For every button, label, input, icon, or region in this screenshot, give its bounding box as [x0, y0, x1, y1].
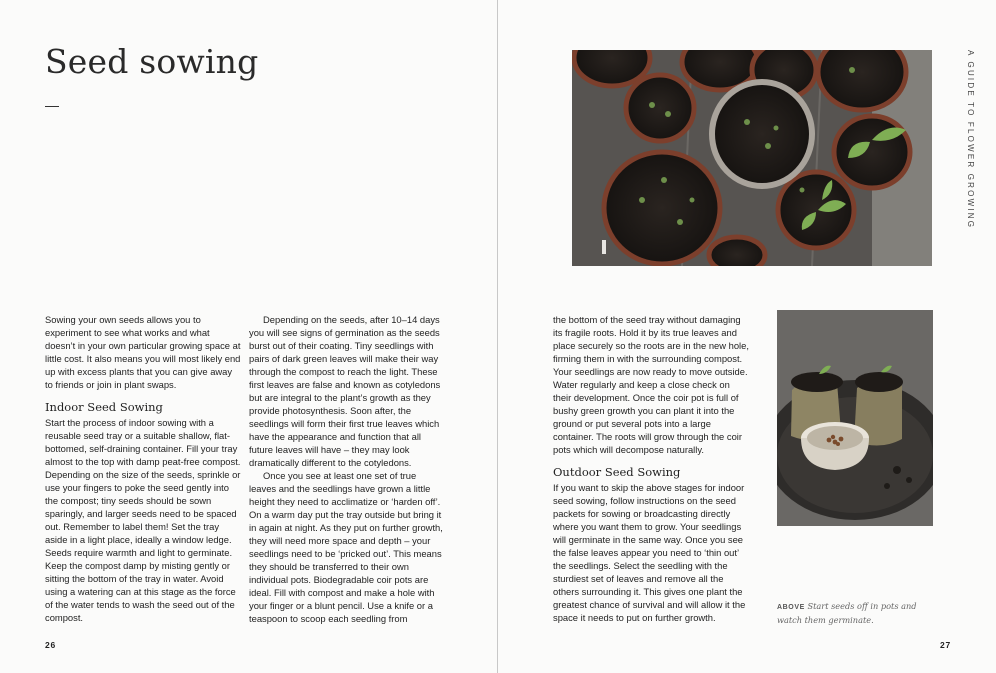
running-head: A GUIDE TO FLOWER GROWING — [966, 50, 975, 230]
text-column-1 — [45, 313, 241, 624]
text-column-2 — [249, 313, 445, 625]
coir-pots-illustration — [777, 310, 933, 526]
section-heading-outdoor: Outdoor Seed Sowing — [553, 465, 681, 479]
seedling-pots-illustration — [572, 50, 932, 266]
indoor-paragraph: Start the process of indoor sowing with a reusable seed tray or a suitable shallow, flat-bottomed, self-draining container. Fill your tray almost to the top with damp peat-free compost. Depending on the size of the seeds, sprinkle or use your fingers to poke the seed gently into the compost; tiny seeds should be sown sparingly, and larger seeds need to be spaced out. Remember to label them! Set the tray aside in a light place, ideally a window ledge. Seeds require warmth and light to germinate. Keep the compost damp by misting gently or sitting the bottom of the tray in water. Avoid using a watering can at this stage as the force of the water tends to wash the seed out of the compost. — [45, 417, 241, 623]
section-heading-indoor: Indoor Seed Sowing — [45, 400, 163, 414]
caption-text: Start seeds off in pots and watch them germinate. — [777, 601, 917, 625]
caption-label: ABOVE — [777, 604, 805, 611]
intro-paragraph: Sowing your own seeds allows you to experiment to see what works and what doesn’t in your own particular growing space at little cost. It also means you will most likely end up with excess plants that you can give away to friends or join in plant swaps. — [45, 314, 241, 390]
page-number-left: 26 — [45, 640, 57, 650]
germination-paragraph: Depending on the seeds, after 10–14 days you will see signs of germination as the seeds burst out of their coating. Tiny seedlings with pairs of dark green leaves will make their way through the compost to reach the light. These first leaves are false and known as cotyledons but are integral to the plant’s growth as they provide photosynthesis. Soon after, the seedlings will form their first true leaves which have the appearance and function that all future leaves will have – they may look dramatically different to the cotyledons. — [249, 314, 441, 468]
title-rule — [45, 106, 59, 107]
seedling-pots-photo — [572, 50, 932, 266]
coir-pots-photo — [777, 310, 933, 526]
page-number-right: 27 — [940, 640, 952, 650]
outdoor-paragraph: If you want to skip the above stages for indoor seed sowing, follow instructions on the seed packets for sowing or broadcasting directly where you want them to grow. Your seedlings will germinate in the same way. Once you see the false leaves appear you need to ‘thin out’ the seedlings. Select the seedling with the sturdiest set of leaves and remove all the others surrounding it. This gives one plant the greatest chance of survival and will allow it the space it needs to put on further growth. — [553, 482, 746, 623]
hardening-paragraph: Once you see at least one set of true leaves and the seedlings have grown a little height they need to acclimatize or ‘harden off’. On a warm day put the tray outside but bring it in again at night. As they put on further growth, they will need more space and depth – your seedlings need to be ‘pricked out’. This means they should be transferred to their own individual pots. Biodegradable coir pots are ideal. Fill with compost and make a hole with your finger or a blunt pencil. Use a knife or a teaspoon to scoop each seedling from — [249, 470, 443, 624]
page-gutter — [497, 0, 498, 673]
photo-caption — [777, 600, 927, 626]
transplant-paragraph: the bottom of the seed tray without damaging its fragile roots. Hold it by its true leaves and place securely so the roots are in the new hole, firming them in with the surrounding compost. Your seedlings are now ready to move outside. Water regularly and keep a close check on their development. Once the coir pot is full of bushy green growth you can plant it into the ground or put several pots into a large container. The roots will grow through the coir pots which will decompose naturally. — [553, 314, 749, 455]
text-column-3 — [553, 313, 749, 624]
chapter-title: Seed sowing — [45, 42, 259, 81]
